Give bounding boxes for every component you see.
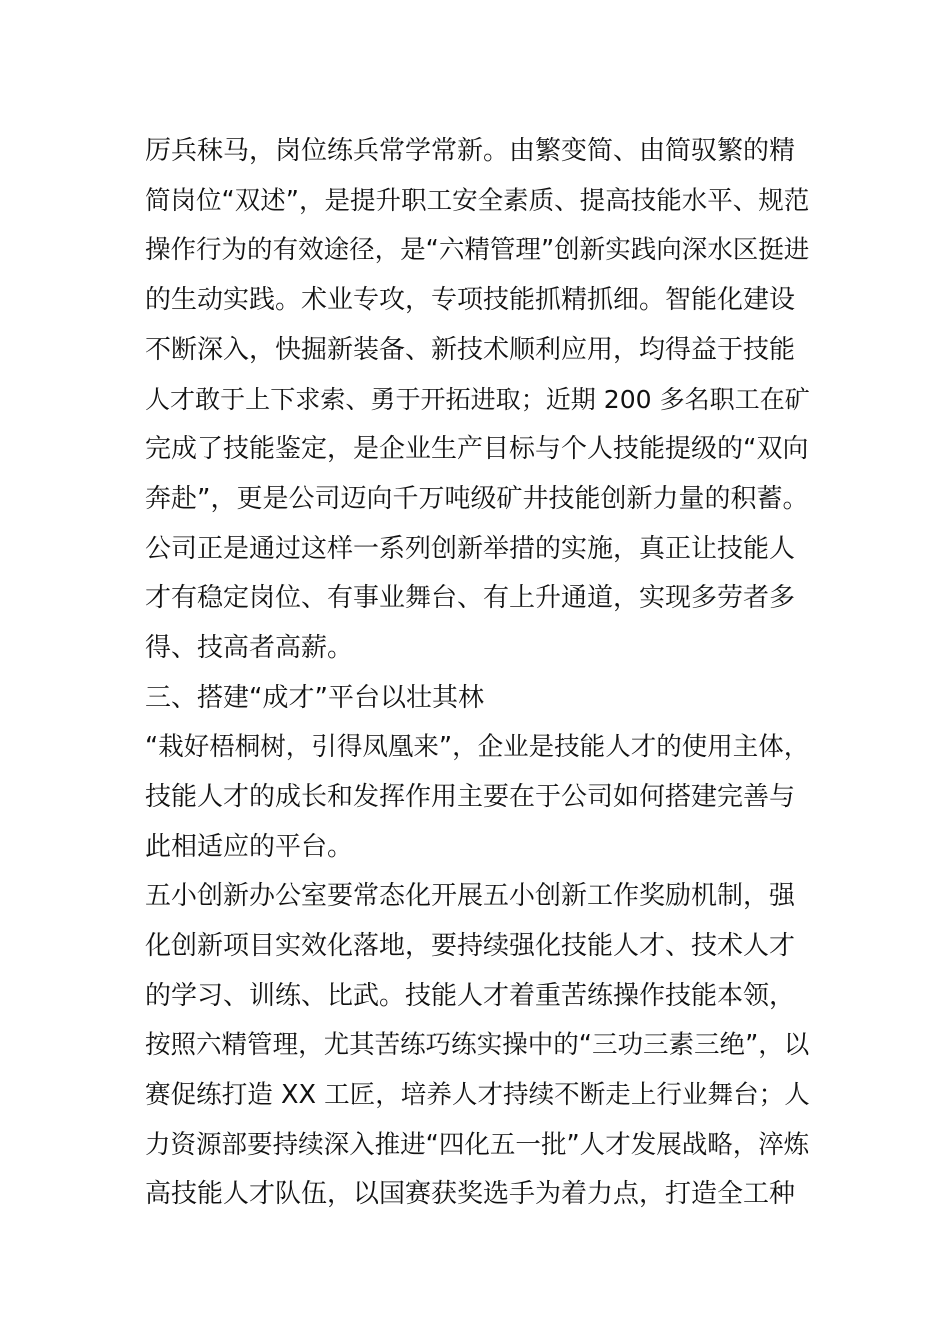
text-line: 力资源部要持续深入推进“四化五一批”人才发展战略，淬炼 (145, 1129, 810, 1160)
paragraph (145, 872, 810, 1220)
text-line: 奔赴”，更是公司迈向千万吨级矿井技能创新力量的积蓄。 (145, 483, 809, 514)
text-line: 不断深入，快掘新装备、新技术顺利应用，均得益于技能 (145, 334, 796, 365)
text-line: 才有稳定岗位、有事业舞台、有上升通道，实现多劳者多 (145, 583, 796, 614)
paragraph (145, 525, 810, 674)
text-line: 三、搭建“成才”平台以壮其林 (145, 682, 484, 713)
text-line: 五小创新办公室要常态化开展五小创新工作奖励机制，强 (145, 881, 796, 912)
text-line: 人才敢于上下求索、勇于开拓进取；近期 200 多名职工在矿 (145, 385, 810, 415)
text-line: 按照六精管理，尤其苦练巧练实操中的“三功三素三绝”，以 (145, 1030, 810, 1061)
text-line: 高技能人才队伍，以国赛获奖选手为着力点，打造全工种 (145, 1179, 796, 1210)
text-line: “栽好梧桐树，引得凤凰来”，企业是技能人才的使用主体， (145, 732, 810, 763)
text-line: 技能人才的成长和发挥作用主要在于公司如何搭建完善与 (145, 781, 796, 812)
text-line: 得、技高者高薪。 (145, 632, 354, 663)
document-page (145, 127, 810, 1220)
text-line: 简岗位“双述”，是提升职工安全素质、提高技能水平、规范 (145, 185, 810, 216)
text-line: 操作行为的有效途径，是“六精管理”创新实践向深水区挺进 (145, 235, 810, 266)
text-line: 此相适应的平台。 (145, 831, 354, 862)
text-line: 化创新项目实效化落地，要持续强化技能人才、技术人才 (145, 931, 796, 961)
text-line: 完成了技能鉴定，是企业生产目标与个人技能提级的“双向 (145, 434, 809, 465)
paragraph (145, 127, 810, 525)
text-line: 的学习、训练、比武。技能人才着重苦练操作技能本领， (145, 980, 796, 1011)
paragraph (145, 723, 810, 872)
section-heading (145, 674, 810, 724)
text-line: 公司正是通过这样一系列创新举措的实施，真正让技能人 (145, 533, 796, 564)
text-line: 赛促练打造 XX 工匠，培养人才持续不断走上行业舞台；人 (145, 1080, 810, 1111)
text-line: 的生动实践。术业专攻，专项技能抓精抓细。智能化建设 (145, 285, 796, 316)
text-line: 厉兵秣马，岗位练兵常学常新。由繁变简、由简驭繁的精 (145, 136, 796, 166)
